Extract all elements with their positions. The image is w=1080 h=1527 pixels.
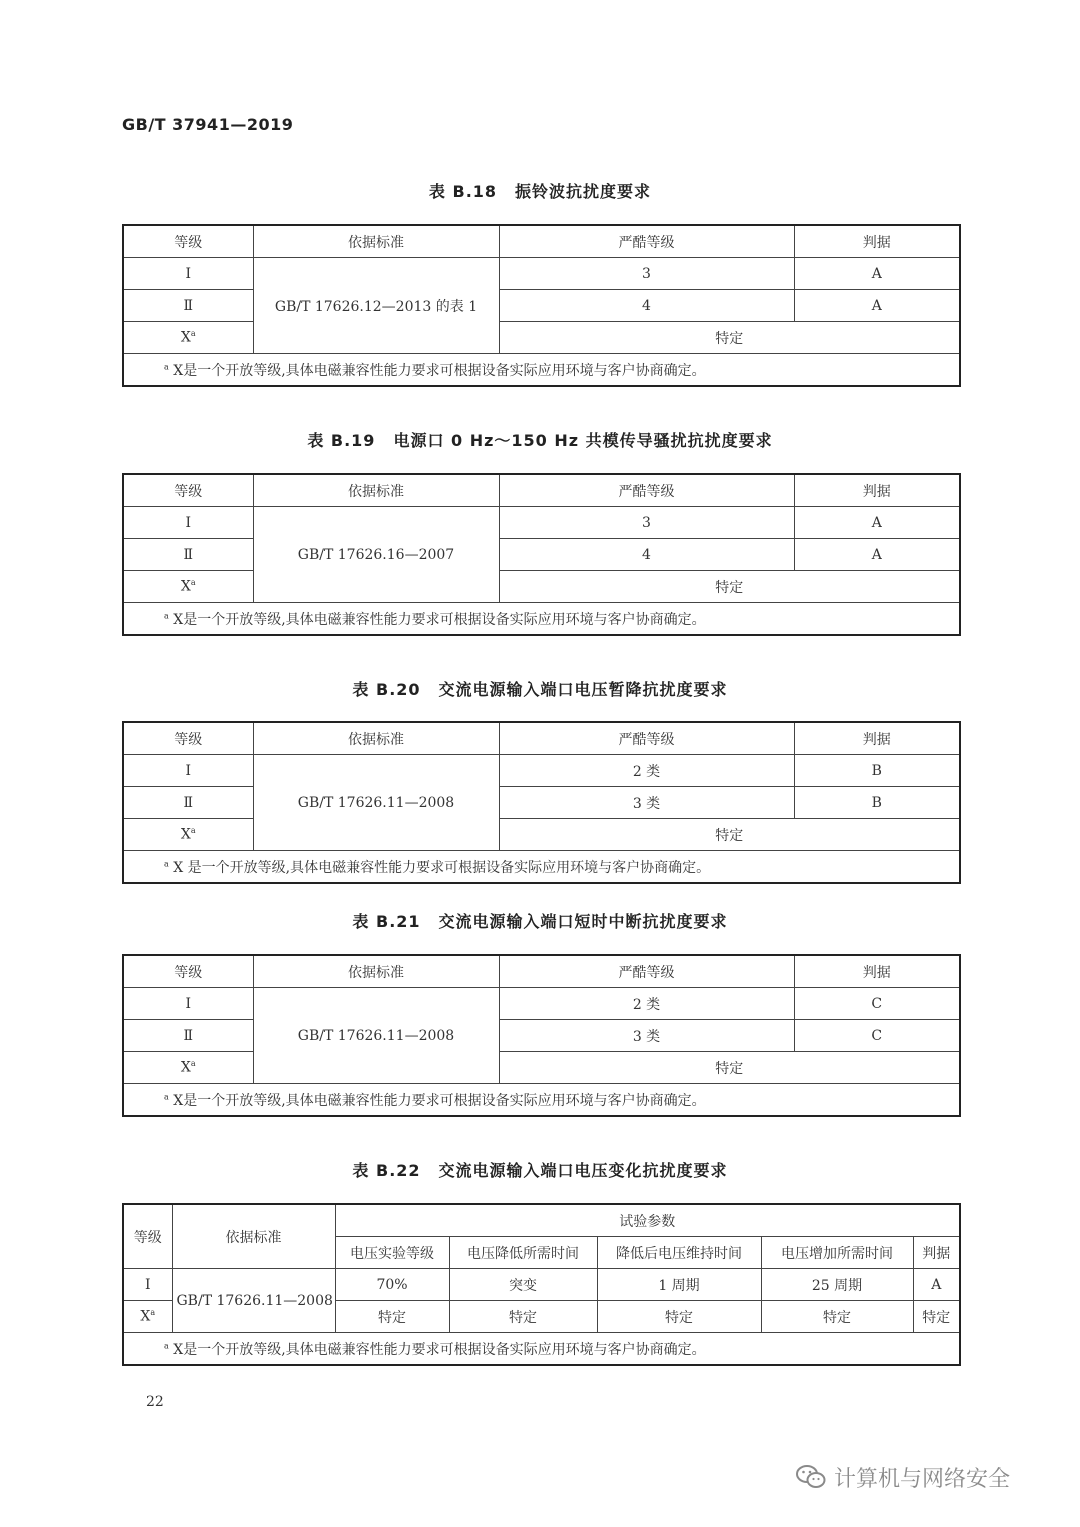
table-number: 表 B.20 [352,680,421,699]
footnote-mark: a [190,826,196,836]
table-footnote: $^a$ Ⅹ是一个开放等级,具体电磁兼容性能力要求可根据设备实际应用环境与客户协商确定。 [123,1333,960,1366]
header-criterion: 判据 [794,474,960,507]
severity-cell: 特定 [499,819,960,851]
level-cell: Ⅱ [123,539,253,571]
table-footnote: $^a$ Ⅹ是一个开放等级,具体电磁兼容性能力要求可根据设备实际应用环境与客户协商确定。 [123,354,960,387]
table-b21-caption [122,909,958,932]
value-cell: 特定 [335,1301,449,1333]
table-footnote: $^a$ Ⅹ是一个开放等级,具体电磁兼容性能力要求可根据设备实际应用环境与客户协商确定。 [123,1084,960,1117]
severity-cell: 3 [499,258,794,290]
header-level: 等级 [123,1204,172,1269]
standard-cell: GB/T 17626.11—2008 [253,755,499,851]
table-b20-caption [122,677,958,700]
subheader-cell: 判据 [913,1237,960,1269]
footnote-mark: a [150,1308,156,1318]
table-title: 交流电源输入端口电压暂降抗扰度要求 [438,680,728,699]
table-b18-caption [122,179,958,202]
table-row [123,787,960,819]
table-title: 电源口 0 Hz～150 Hz 共模传导骚扰抗扰度要求 [393,431,773,450]
header-standard: 依据标准 [172,1204,335,1269]
table-header-row [123,474,960,507]
level-cell: Ⅰ [123,1269,172,1301]
level-cell: Ⅰ [123,988,253,1020]
header-standard: 依据标准 [253,722,499,755]
standard-cell: GB/T 17626.11—2008 [253,988,499,1084]
header-standard: 依据标准 [253,225,499,258]
level-cell: Ⅱ [123,290,253,322]
level-cell: Ⅰ [123,258,253,290]
header-level: 等级 [123,474,253,507]
table-row [123,290,960,322]
table-note-row [123,603,960,636]
standard-cell: GB/T 17626.11—2008 [172,1269,335,1333]
severity-cell: 2 类 [499,988,794,1020]
value-cell: 特定 [761,1301,913,1333]
header-severity: 严酷等级 [499,955,794,988]
table-row [123,507,960,539]
header-level: 等级 [123,955,253,988]
page-number: 22 [146,1394,164,1410]
table-row [123,1269,960,1301]
header-severity: 严酷等级 [499,225,794,258]
criterion-cell: B [794,755,960,787]
severity-cell: 2 类 [499,755,794,787]
value-cell: 25 周期 [761,1269,913,1301]
table-row [123,1020,960,1052]
header-criterion: 判据 [794,955,960,988]
severity-cell: 3 类 [499,1020,794,1052]
criterion-cell: A [794,539,960,571]
watermark [796,1462,1010,1492]
criterion-cell: C [794,1020,960,1052]
level-cell: Ⅹ$^a$ [123,1052,253,1084]
level-cell: Ⅹ$^a$ [123,571,253,603]
severity-cell: 3 [499,507,794,539]
level-cell: Ⅱ [123,1020,253,1052]
value-cell: 特定 [913,1301,960,1333]
value-cell: 特定 [597,1301,761,1333]
subheader-cell: 电压实验等级 [335,1237,449,1269]
table-b22-caption [122,1158,958,1181]
standard-cell: GB/T 17626.12—2013 的表 1 [253,258,499,354]
watermark-text: 计算机与网络安全 [834,1466,1011,1492]
table-note-row [123,851,960,884]
table-number: 表 B.22 [352,1161,421,1180]
severity-cell: 4 [499,539,794,571]
table-b21 [122,954,961,1117]
header-standard: 依据标准 [253,955,499,988]
table-row [123,755,960,787]
header-level: 等级 [123,225,253,258]
header-test-parameters: 试验参数 [335,1204,960,1237]
table-title: 交流电源输入端口电压变化抗扰度要求 [438,1161,728,1180]
subheader-cell: 电压增加所需时间 [761,1237,913,1269]
document-code: GB/T 37941—2019 [122,115,294,134]
table-row [123,539,960,571]
table-number: 表 B.19 [307,431,376,450]
table-header-row [123,955,960,988]
table-row [123,988,960,1020]
subheader-cell: 降低后电压维持时间 [597,1237,761,1269]
table-title: 振铃波抗扰度要求 [515,182,652,201]
table-b20 [122,721,961,884]
table-footnote: $^a$ Ⅹ是一个开放等级,具体电磁兼容性能力要求可根据设备实际应用环境与客户协商确定。 [123,603,960,636]
severity-cell: 特定 [499,1052,960,1084]
table-b22 [122,1203,961,1366]
wechat-icon [796,1464,826,1490]
footnote-mark: a [190,578,196,588]
criterion-cell: B [794,787,960,819]
table-header-row [123,225,960,258]
table-row [123,571,960,603]
table-title: 交流电源输入端口短时中断抗扰度要求 [438,912,728,931]
footnote-mark: a [190,329,196,339]
severity-cell: 4 [499,290,794,322]
criterion-cell: A [794,290,960,322]
header-standard: 依据标准 [253,474,499,507]
criterion-cell: C [794,988,960,1020]
table-row [123,819,960,851]
severity-cell: 3 类 [499,787,794,819]
table-row [123,258,960,290]
table-b19-caption [122,428,958,451]
header-criterion: 判据 [794,225,960,258]
level-cell: Ⅰ [123,755,253,787]
level-cell: Ⅹ$^a$ [123,1301,172,1333]
value-cell: 70% [335,1269,449,1301]
table-row [123,1052,960,1084]
standard-cell: GB/T 17626.16—2007 [253,507,499,603]
level-cell: Ⅹ$^a$ [123,819,253,851]
value-cell: 突变 [449,1269,597,1301]
table-b19 [122,473,961,636]
severity-cell: 特定 [499,322,960,354]
value-cell: 特定 [449,1301,597,1333]
table-note-row [123,1084,960,1117]
level-cell: Ⅹ$^a$ [123,322,253,354]
table-b18 [122,224,961,387]
level-cell: Ⅱ [123,787,253,819]
table-note-row [123,354,960,387]
header-severity: 严酷等级 [499,722,794,755]
footnote-mark: a [190,1059,196,1069]
table-header-row [123,722,960,755]
header-severity: 严酷等级 [499,474,794,507]
criterion-cell: A [794,258,960,290]
severity-cell: 特定 [499,571,960,603]
table-row [123,322,960,354]
table-header-row [123,1204,960,1237]
value-cell: 1 周期 [597,1269,761,1301]
value-cell: A [913,1269,960,1301]
table-number: 表 B.21 [352,912,421,931]
table-footnote: $^a$ X 是一个开放等级,具体电磁兼容性能力要求可根据设备实际应用环境与客户协商确定。 [123,851,960,884]
table-number: 表 B.18 [428,182,498,201]
header-criterion: 判据 [794,722,960,755]
subheader-cell: 电压降低所需时间 [449,1237,597,1269]
level-cell: Ⅰ [123,507,253,539]
header-level: 等级 [123,722,253,755]
table-note-row [123,1333,960,1366]
criterion-cell: A [794,507,960,539]
